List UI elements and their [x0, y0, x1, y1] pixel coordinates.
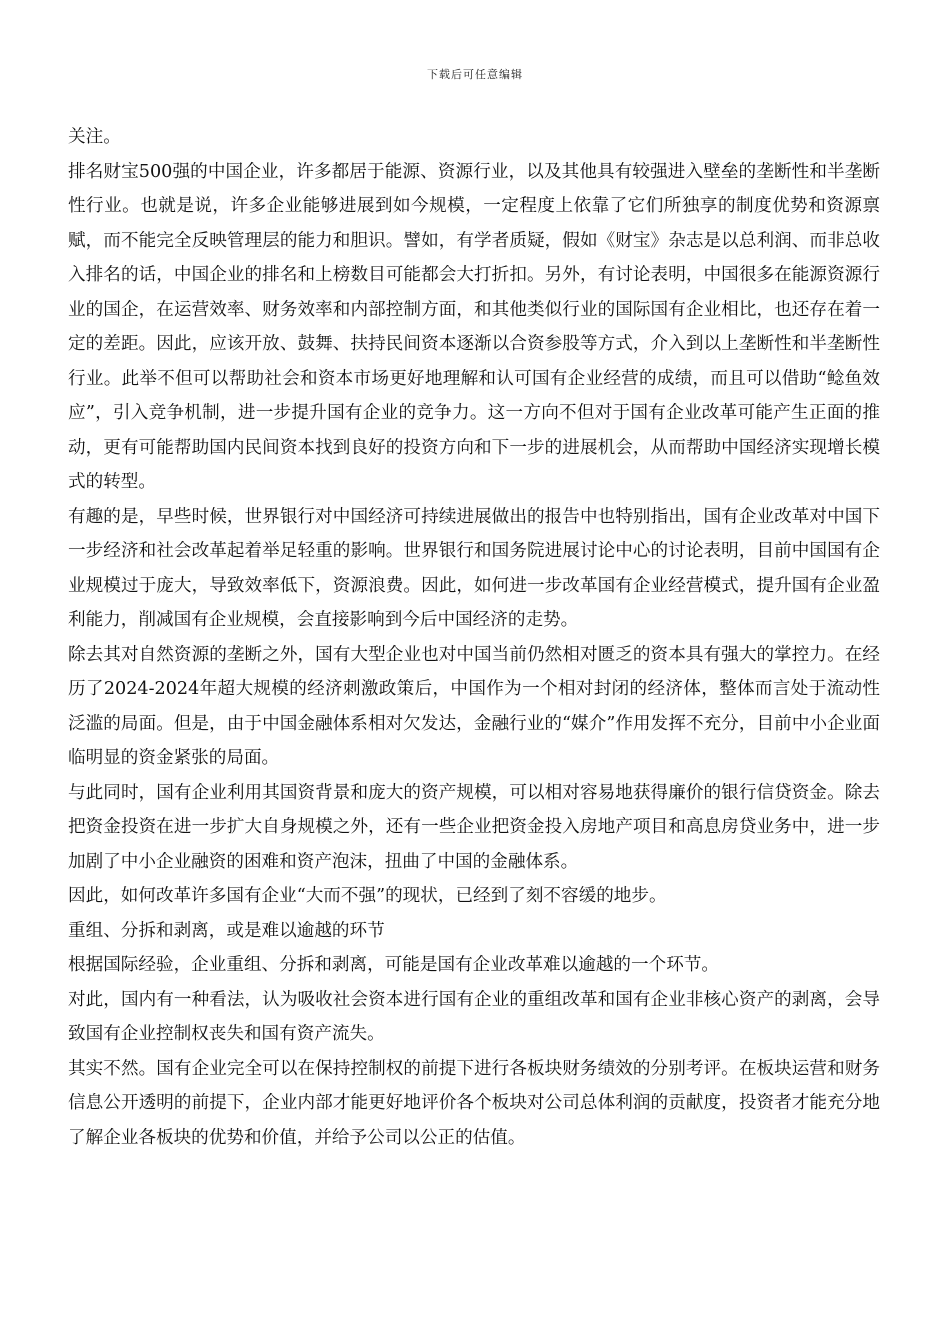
paragraph: 除去其对自然资源的垄断之外，国有大型企业也对中国当前仍然相对匮乏的资本具有强大的掌控力。在经历了2024-2024年超大规模的经济刺激政策后，中国作为一个相对封闭的经济体，整体而言处于流动性泛滥的局面。但是，由于中国金融体系相对欠发达，金融行业的“媒介”作用发挥不充分，目前中小企业面临明显的资金紧张的局面。: [68, 644, 880, 768]
paragraph: 有趣的是，早些时候，世界银行对中国经济可持续进展做出的报告中也特别指出，国有企业改革对中国下一步经济和社会改革起着举足轻重的影响。世界银行和国务院进展讨论中心的讨论表明，目前中国国有企业规模过于庞大，导致效率低下，资源浪费。因此，如何进一步改革国有企业经营模式，提升国有企业盈利能力，削减国有企业规模，会直接影响到今后中国经济的走势。: [68, 506, 880, 630]
paragraph: 因此，如何改革许多国有企业“大而不强”的现状，已经到了刻不容缓的地步。: [68, 886, 667, 906]
section-heading: 重组、分拆和剥离，或是难以逾越的环节: [68, 920, 385, 941]
paragraph: 对此，国内有一种看法，认为吸收社会资本进行国有企业的重组改革和国有企业非核心资产的剥离，会导致国有企业控制权丧失和国有资产流失。: [68, 989, 880, 1044]
paragraph: 其实不然。国有企业完全可以在保持控制权的前提下进行各板块财务绩效的分别考评。在板块运营和财务信息公开透明的前提下，企业内部才能更好地评价各个板块对公司总体利润的贡献度，投资者才能充分地了解企业各板块的优势和价值，并给予公司以公正的估值。: [68, 1058, 880, 1148]
header-note: 下载后可任意编辑: [427, 68, 523, 81]
document-body: [68, 120, 880, 1155]
paragraph: 根据国际经验，企业重组、分拆和剥离，可能是国有企业改革难以逾越的一个环节。: [68, 955, 719, 975]
paragraph: 排名财宝500强的中国企业，许多都居于能源、资源行业，以及其他具有较强进入壁垒的垄断性和半垄断性行业。也就是说，许多企业能够进展到如今规模，一定程度上依靠了它们所独享的制度优势和资源禀赋，而不能完全反映管理层的能力和胆识。譬如，有学者质疑，假如《财宝》杂志是以总利润、而非总收入排名的话，中国企业的排名和上榜数目可能都会大打折扣。另外，有讨论表明，中国很多在能源资源行业的国企，在运营效率、财务效率和内部控制方面，和其他类似行业的国际国有企业相比，也还存在着一定的差距。因此，应该开放、鼓舞、扶持民间资本逐渐以合资参股等方式，介入到以上垄断性和半垄断性行业。此举不但可以帮助社会和资本市场更好地理解和认可国有企业经营的成绩，而且可以借助“鲶鱼效应”，引入竞争机制，进一步提升国有企业的竞争力。这一方向不但对于国有企业改革可能产生正面的推动，更有可能帮助国内民间资本找到良好的投资方向和下一步的进展机会，从而帮助中国经济实现增长模式的转型。: [68, 161, 880, 492]
paragraph: 关注。: [68, 127, 121, 147]
paragraph: 与此同时，国有企业利用其国资背景和庞大的资产规模，可以相对容易地获得廉价的银行信贷资金。除去把资金投资在进一步扩大自身规模之外，还有一些企业把资金投入房地产项目和高息房贷业务中，进一步加剧了中小企业融资的困难和资产泡沫，扭曲了中国的金融体系。: [68, 782, 880, 872]
